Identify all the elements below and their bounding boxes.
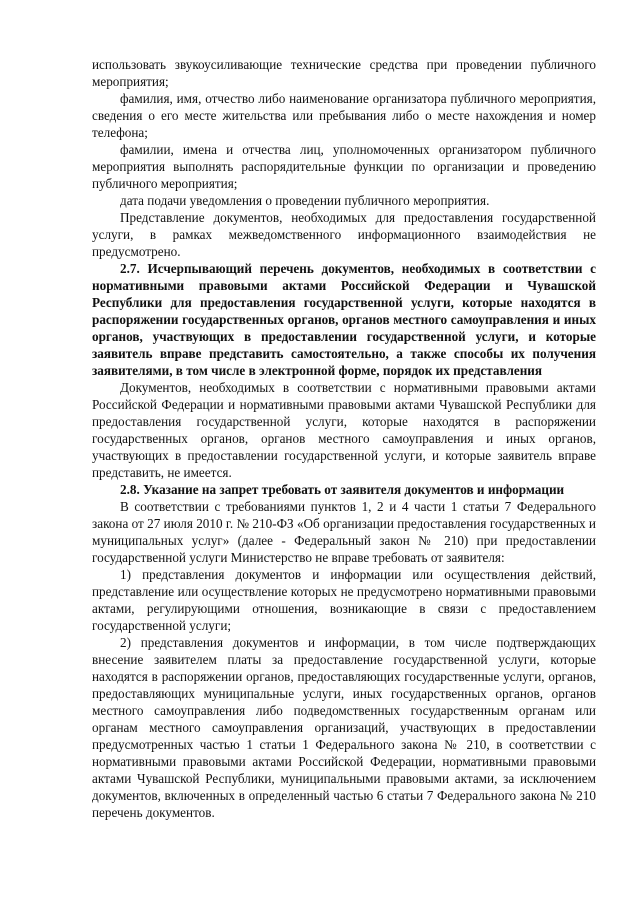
section-2-8-heading: 2.8. Указание на запрет требовать от заявителя документов и информации: [120, 482, 565, 497]
section-2-8-item-1: 1) представления документов и информации или осуществления действий, представление или осуществление которых не предусмотрено нормативными правовыми актами, регулирующими отношения, возникающие в связи с предоставлением государственной услуги;: [92, 567, 596, 633]
paragraph-organizer-name: фамилия, имя, отчество либо наименование организатора публичного мероприятия, сведения о его месте жительства или пребывания либо о месте нахождения и номер телефона;: [92, 91, 596, 140]
paragraph-notification-date: дата подачи уведомления о проведении публичного мероприятия.: [120, 193, 490, 208]
document-page: [92, 56, 596, 821]
paragraph-sound-devices: использовать звукоусиливающие технические средства при проведении публичного мероприятия;: [92, 57, 596, 89]
section-2-8-item-2: 2) представления документов и информации, в том числе подтверждающих внесение заявителем платы за предоставление государственной услуги, которые находятся в распоряжении органов, предоставляющих государственные услуги, органов, предоставляющих муниципальные услуги, иных государственных органов, органов местного самоуправления либо подведомственных государственным органам или органам местного самоуправления организаций, участвующих в предоставлении предусмотренных частью 1 статьи 1 Федерального закона № 210, в соответствии с нормативными правовыми актами Российской Федерации, нормативными правовыми актами Чувашской Республики, муниципальными правовыми актами, за исключением документов, включенных в определенный частью 6 статьи 7 Федерального закона № 210 перечень документов.: [92, 635, 596, 820]
section-2-8-intro-paragraph: В соответствии с требованиями пунктов 1, 2 и 4 части 1 статьи 7 Федерального закона от 27 июля 2010 г. № 210-ФЗ «Об организации предоставления государственных и муниципальных услуг» (далее - Федеральный закон № 210) при предоставлении государственной услуги Министерство не вправе требовать от заявителя:: [92, 499, 596, 565]
section-2-7-paragraph: Документов, необходимых в соответствии с нормативными правовыми актами Российской Федерации и нормативными правовыми актами Чувашской Республики для предоставления государственной услуги, которые находятся в распоряжении государственных органов, органов местного самоуправления и иных органов, участвующих в предоставлении государственной услуги, и которые заявитель вправе представить, не имеется.: [92, 380, 596, 480]
section-2-7-heading: 2.7. Исчерпывающий перечень документов, необходимых в соответствии с нормативными правовыми актами Российской Федерации и Чувашской Республики для предоставления государственной услуги, которые находятся в распоряжении государственных органов, органов местного самоуправления и иных органов, участвующих в предоставлении государственной услуги, и которые заявитель вправе представить самостоятельно, а также способы их получения заявителями, в том числе в электронной форме, порядок их представления: [92, 261, 596, 378]
paragraph-interagency-note: Представление документов, необходимых для предоставления государственной услуги, в рамках межведомственного информационного взаимодействия не предусмотрено.: [92, 210, 596, 259]
paragraph-authorized-persons: фамилии, имена и отчества лиц, уполномоченных организатором публичного мероприятия выполнять распорядительные функции по организации и проведению публичного мероприятия;: [92, 142, 596, 191]
